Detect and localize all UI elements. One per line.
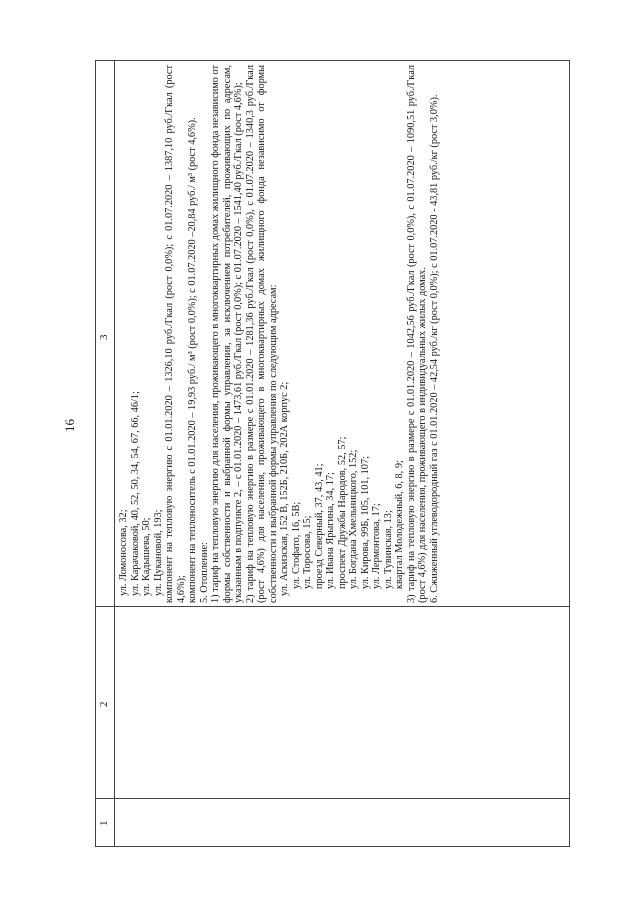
text-line: проезд Северный, 37, 43, 41;: [313, 463, 325, 589]
text-line: ул. Кадышева, 50;: [141, 517, 152, 596]
text-line: ул. Кирова, 99Б, 105, 101, 107;: [359, 456, 371, 589]
text-line: ул. Ломоносова, 32;: [118, 509, 129, 596]
text-line: ул. Карачаковой, 40, 52, 50, 34, 54, 67, 66, 46/1;: [129, 391, 141, 596]
text-line: ул. Богдана Хмельницкого, 152;: [348, 449, 359, 589]
text-line: 3) тариф на тепловую энергию в размере с 01.01.2020 – 1042,56 руб./Гкал (рост 0,0%), с 01.07.2020 – 1090,51 руб./Гкал (рост 4,6%) для населения, проживающего в индивидуальных жилых домах.: [405, 65, 428, 603]
table-cell-content: [118, 65, 440, 603]
text-line: ул. Ивана Ярыгина, 34, 17;: [325, 472, 336, 589]
column-header-1: 1: [98, 820, 110, 826]
text-line: ул. Лермонтова, 17;: [371, 503, 382, 589]
table-column-1: [96, 798, 569, 846]
text-line: 1) тариф на тепловую энергию для населения, проживающего в многоквартирных домах жилищного фонда независимо от формы собственности и выбранной формы управления, за исключением потребителей, проживающих по адресам, указанным в подпункте 2, – с 01.01.2020 – 1473,61 руб./Гкал (рост 0,0%); с 01.07.2020 – 1541,40 руб./Гкал (рост 4,6%);: [210, 65, 244, 603]
text-line: 2) тариф на тепловую энергию в размере с 01.01.2020 – 1281,36 руб./Гкал (рост 0,0%), с 01.07.2020 – 1340,3 руб./Гкал (рост 4,6%) для населения, проживающего в многоквартирных домах жилищного фонда независимо от формы собственности и выбранной формы управления по следующим адресам:: [244, 65, 279, 603]
text-line: 6. Сжиженный углеводородный газ с 01.01.2020 – 42,54 руб./кг (рост 0,0%); с 01.07.2020 - 43,81 руб./кг (рост 3,0%).: [428, 94, 440, 603]
text-line: ул. Торосова, 15;: [302, 515, 313, 589]
text-line: ул. Цукановой, 193;: [152, 509, 164, 596]
text-line: проспект Дружбы Народов, 52, 57;: [336, 436, 348, 589]
tariff-table: [95, 60, 570, 847]
text-line: компонент на тепловую энергию с 01.01.2020 – 1326,10 руб./Гкал (рост 0,0%); с 01.07.2020 – 1387,10 руб./Гкал (рост 4,6%);: [164, 65, 187, 603]
text-line: компонент на теплоноситель с 01.01.2020 – 19,93 руб./ м³ (рост 0,0%); с 01.07.2020 –20,84 руб./ м³ (рост 4,6%).: [187, 117, 198, 603]
text-line: ул. Стофато, 16, 5В;: [290, 501, 302, 589]
text-line: 5. Отопление:: [198, 542, 210, 603]
table-column-2: [96, 606, 569, 799]
text-line: ул. Аскизская, 152 В, 152Б, 210Б, 202А корпус 2;: [279, 381, 290, 596]
page-number: 16: [62, 419, 77, 432]
text-line: квартал Молодежный, 6, 8, 9;: [394, 460, 405, 589]
text-line: ул. Тувинская, 13;: [382, 510, 394, 589]
column-header-2: 2: [98, 701, 110, 707]
column-header-3: 3: [98, 334, 110, 340]
